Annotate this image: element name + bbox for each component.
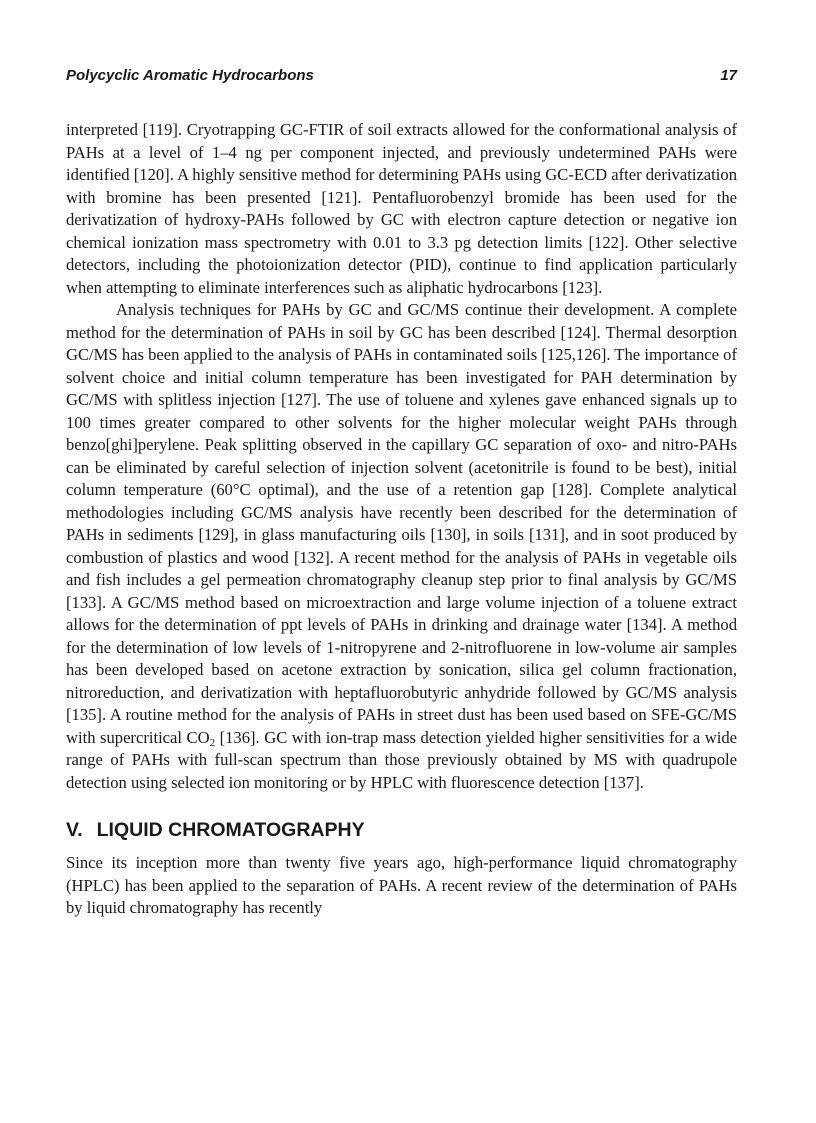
section-heading (66, 818, 737, 842)
paragraph-2 (66, 299, 737, 794)
running-header (66, 66, 737, 86)
page-number: 17 (720, 67, 737, 84)
running-head-title: Polycyclic Aromatic Hydrocarbons (66, 67, 314, 84)
paragraph-1: interpreted [119]. Cryotrapping GC-FTIR of soil extracts allowed for the conformational analysis of PAHs at a level of 1–4 ng per component injected, and previously undetermined PAHs were identified [120]. A highly sensitive method for determining PAHs using GC-ECD after derivatization with bromine has been presented [121]. Pentafluorobenzyl bromide has been used for the derivatization of hydroxy-PAHs followed by GC with electron capture detection or negative ion chemical ionization mass spectrometry with 0.01 to 3.3 pg detection limits [122]. Other selective detectors, including the photoionization detector (PID), continue to find application particularly when attempting to eliminate interferences such as aliphatic hydrocarbons [123]. (66, 120, 737, 297)
section-title: LIQUID CHROMATOGRAPHY (96, 819, 365, 841)
paragraph-2-text: Analysis techniques for PAHs by GC and GC/MS continue their development. A complete method for the determination of PAHs in soil by GC has been described [124]. Thermal desorption GC/MS has been applied to the analysis of PAHs in contaminated soils [125,126]. The importance of solvent choice and initial column temperature has been investigated for PAH determination by GC/MS with splitless injection [127]. The use of toluene and xylenes gave enhanced signals up to 100 times greater compared to other solvents for the higher molecular weight PAHs through benzo[ghi]perylene. Peak splitting observed in the capillary GC separation of oxo- and nitro-PAHs can be eliminated by careful selection of injection solvent (acetonitrile is found to be best), initial column temperature (60°C optimal), and the use of a retention gap [128]. Complete analytical methodologies including GC/MS analysis have recently been described for the determination of PAHs in sediments [129], in glass manufacturing oils [130], in soils [131], and in soot produced by combustion of plastics and wood [132]. A recent method for the analysis of PAHs in vegetable oils and fish includes a gel permeation chromatography cleanup step prior to final analysis by GC/MS [133]. A GC/MS method based on microextraction and large volume injection of a toluene extract allows for the determination of ppt levels of PAHs in drinking and drainage water [134]. A method for the determination of low levels of 1-nitropyrene and 2-nitrofluorene in low-volume air samples has been developed based on acetone extraction by sonication, silica gel column fractionation, nitroreduction, and derivatization with heptafluorobutyric anhydride followed by GC/MS analysis [135]. A routine method for the analysis of PAHs in street dust has been used based on SFE-GC/MS with supercritical CO (66, 300, 737, 747)
section-number: V. (66, 819, 83, 841)
body-text (66, 119, 737, 920)
paragraph-2-text-continued: [136]. GC with ion-trap mass detection yielded higher sensitivities for a wide range of PAHs with full-scan spectrum than those previously obtained by MS with quadrupole detection using selected ion monitoring or by HPLC with fluorescence detection [137]. (66, 727, 737, 792)
document-page (66, 0, 737, 1123)
paragraph-3: Since its inception more than twenty five years ago, high-performance liquid chromatography (HPLC) has been applied to the separation of PAHs. A recent review of the determination of PAHs by liquid chromatography has recently (66, 853, 737, 917)
co2-subscript: 2 (209, 736, 216, 749)
